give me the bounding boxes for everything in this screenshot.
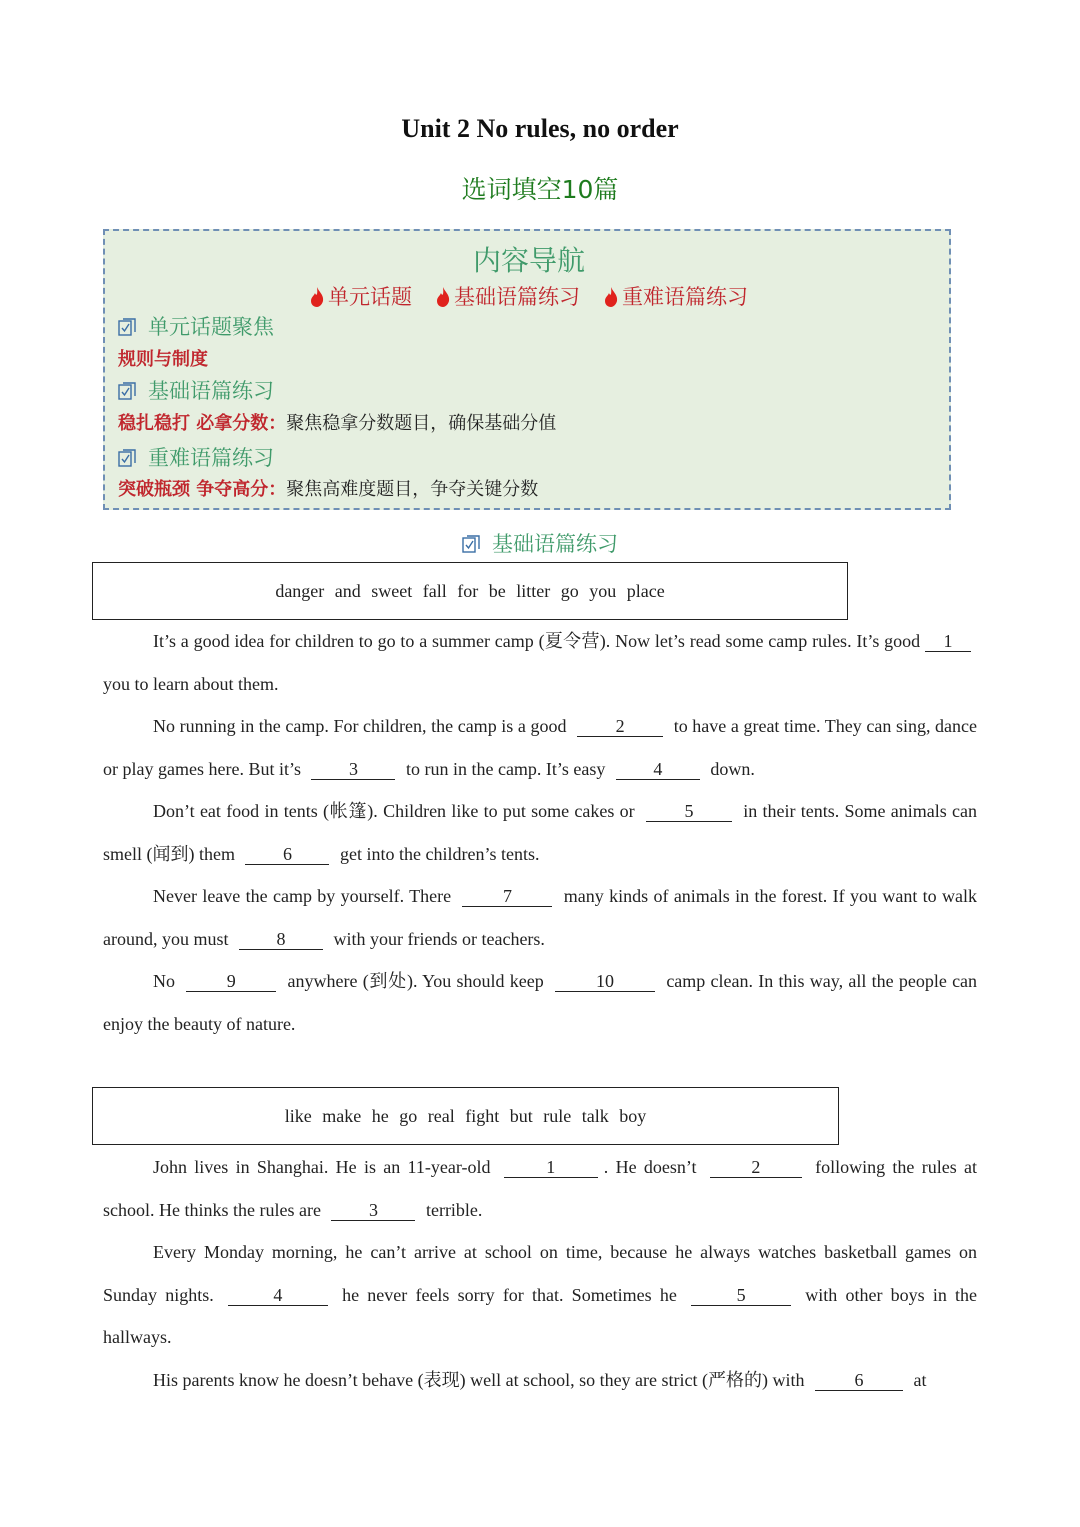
nav-tab-basic-reading[interactable] [436,281,580,311]
paragraph: No 9 anywhere (到处). You should keep 10 camp clean. In this way, all the people can enjoy the beauty of nature. [103,971,978,1034]
answer-blank-9[interactable]: 9 [186,971,276,992]
nav-heading: 内容导航 [472,244,585,277]
page-title: Unit 2 No rules, no order [401,114,679,143]
paragraph: It’s a good idea for children to go to a summer camp (夏令营). Now let’s read some camp rules. It’s good 1you to learn about them. [103,620,977,705]
nav-tab-label: 重难语篇练习 [622,285,748,309]
nav-tab-label: 单元话题 [328,285,412,309]
answer-blank-2[interactable]: 2 [710,1157,802,1178]
paragraph: His parents know he doesn’t behave (表现) well at school, so they are strict (严格的) with 6 at [153,1369,927,1390]
section-desc: 聚焦高难度题目，争夺关键分数 [286,479,539,500]
paragraph: Every Monday morning, he can’t arrive at school on time, because he always watches basketball games on Sunday nights. 4 he never feels sorry for that. Sometimes he 5 with other boys in the hallways. [103,1242,978,1347]
section-label-basic-reading: 基础语篇练习 [0,528,1080,558]
flame-icon [310,287,324,307]
section-head-basic-reading[interactable]: 基础语篇练习 [118,375,274,405]
section-head-advanced-reading[interactable]: 重难语篇练习 [118,442,274,472]
word-bank-1: danger and sweet fall for be litter go you place [92,562,848,620]
flame-icon [436,287,450,307]
section-label: 规则与制度 [118,349,208,370]
answer-blank-6[interactable]: 6 [815,1370,903,1391]
nav-tab-advanced-reading[interactable] [604,281,748,311]
paragraph: Don’t eat food in tents (帐篷). Children like to put some cakes or 5 in their tents. Some animals can smell (闻到) them 6 get into the children’s tents. [103,801,978,864]
answer-blank-8[interactable]: 8 [239,929,323,950]
document-check-icon [462,535,480,553]
answer-blank-4[interactable]: 4 [616,759,700,780]
nav-tab-unit-topic[interactable] [310,281,412,311]
answer-blank-7[interactable]: 7 [462,886,552,907]
answer-blank-5[interactable]: 5 [646,801,732,822]
answer-blank-2[interactable]: 2 [577,716,663,737]
passage-2 [103,1146,977,1401]
content-navigation-box [103,229,951,510]
section-head-unit-topic[interactable]: 单元话题聚焦 [118,311,274,341]
section-label: 突破瓶颈 争夺高分： [118,479,287,500]
document-check-icon [118,382,136,400]
word-bank-2: like make he go real fight but rule talk boy [92,1087,839,1145]
flame-icon [604,287,618,307]
nav-tabs [105,281,953,311]
section-label: 稳扎稳打 必拿分数： [118,413,287,434]
section-line-basic-reading [118,409,556,435]
paragraph: John lives in Shanghai. He is an 11-year-old 1 . He doesn’t 2 following the rules at school. He thinks the rules are 3 terrible. [103,1157,977,1220]
answer-blank-6[interactable]: 6 [245,844,329,865]
document-check-icon [118,318,136,336]
section-desc: 聚焦稳拿分数题目，确保基础分值 [286,413,557,434]
answer-blank-3[interactable]: 3 [331,1200,415,1221]
answer-blank-1[interactable]: 1 [925,631,971,652]
section-line-advanced-reading [118,475,538,501]
section-line-unit-topic [118,345,208,371]
passage-1 [103,620,977,1045]
paragraph: Never leave the camp by yourself. There 7 many kinds of animals in the forest. If you want to walk around, you must 8 with your friends or teachers. [103,886,977,949]
page-subtitle: 选词填空10篇 [461,175,619,204]
answer-blank-3[interactable]: 3 [311,759,395,780]
answer-blank-4[interactable]: 4 [228,1285,328,1306]
answer-blank-1[interactable]: 1 [504,1157,598,1178]
answer-blank-5[interactable]: 5 [691,1285,791,1306]
answer-blank-10[interactable]: 10 [555,971,655,992]
paragraph: No running in the camp. For children, the camp is a good 2 to have a great time. They can sing, dance or play games here. But it’s 3 to run in the camp. It’s easy 4 down. [103,716,978,779]
document-check-icon [118,449,136,467]
nav-tab-label: 基础语篇练习 [454,285,580,309]
